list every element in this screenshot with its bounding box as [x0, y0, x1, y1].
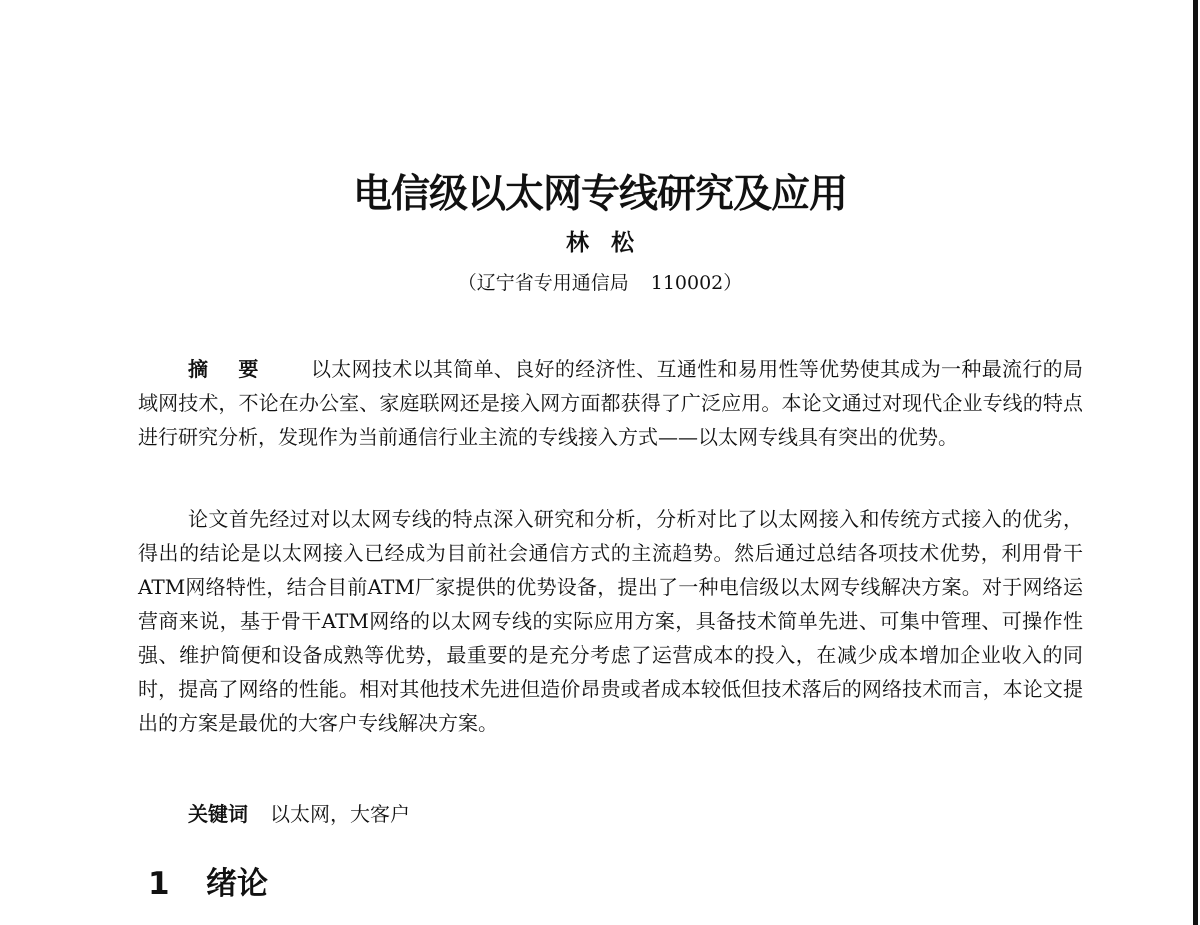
affiliation-org: （辽宁省专用通信局 — [457, 272, 629, 294]
abstract-continuation — [138, 502, 1083, 740]
abstract-paragraph-1 — [138, 352, 1083, 454]
abstract-paragraph-2: 论文首先经过对以太网专线的特点深入研究和分析，分析对比了以太网接入和传统方式接入的优劣，得出的结论是以太网接入已经成为目前社会通信方式的主流趋势。然后通过总结各项技术优势，利用骨干ATM网络特性，结合目前ATM厂家提供的优势设备，提出了一种电信级以太网专线解决方案。对于网络运营商来说，基于骨干ATM网络的以太网专线的实际应用方案，具备技术简单先进、可集中管理、可操作性强、维护简便和设备成熟等优势，最重要的是充分考虑了运营成本的投入，在减少成本增加企业收入的同时，提高了网络的性能。相对其他技术先进但造价昂贵或者成本较低但技术落后的网络技术而言，本论文提出的方案是最优的大客户专线解决方案。 — [138, 507, 1083, 735]
abstract-label: 摘要 — [188, 357, 289, 381]
abstract-section — [138, 352, 1083, 454]
paper-title: 电信级以太网专线研究及应用 — [352, 172, 847, 217]
page-edge-rule — [1193, 0, 1198, 925]
keywords-line — [188, 797, 410, 831]
author-name: 林松 — [566, 230, 656, 256]
section-number: 1 — [148, 866, 170, 902]
author-affiliation — [0, 269, 1200, 297]
section-title: 绪论 — [206, 866, 268, 902]
keywords-text: 以太网，大客户 — [270, 802, 410, 826]
section-heading — [148, 862, 268, 906]
keywords-label: 关键词 — [188, 802, 248, 826]
abstract-text: 以太网技术以其简单、良好的经济性、互通性和易用性等优势使其成为一种最流行的局域网技术，不论在办公室、家庭联网还是接入网方面都获得了广泛应用。本论文通过对现代企业专线的特点进行研究分析，发现作为当前通信行业主流的专线接入方式——以太网专线具有突出的优势。 — [138, 357, 1084, 449]
affiliation-postal-code: 110002） — [650, 272, 743, 294]
